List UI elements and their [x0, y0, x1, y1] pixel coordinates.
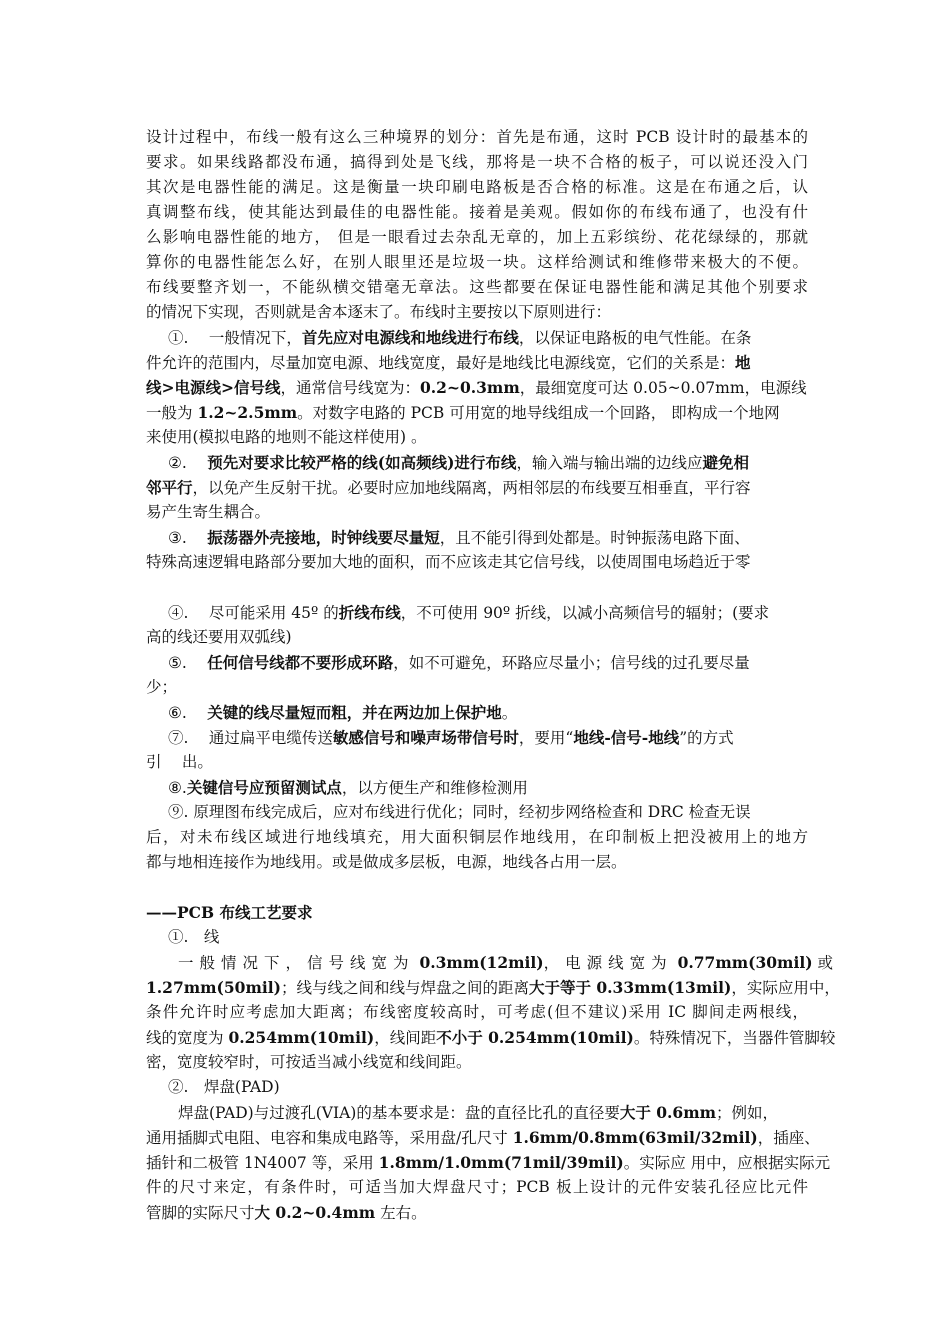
rule-1-emphasis: 地	[735, 353, 751, 372]
rule-1-line-5: 来使用(模拟电路的地则不能这样使用) 。	[146, 428, 427, 446]
subsection-2-text: 插针和二极管 1N4007 等，采用	[146, 1154, 379, 1172]
rule-1-emphasis: 线>电源线>信号线	[146, 378, 281, 397]
rule-2-emphasis: 避免相	[702, 453, 749, 472]
rule-7-emphasis: 地线-信号-地线	[573, 728, 680, 747]
section-title: ——PCB 布线工艺要求	[146, 903, 313, 922]
rule-8-text: ，以方便生产和维修检测用	[341, 779, 528, 797]
intro-line-8: 的情况下实现，否则就是舍本逐末了。布线时主要按以下原则进行：	[146, 303, 612, 321]
rule-7-line-2: 引 出。	[146, 753, 213, 771]
intro-line-7: 布线要整齐划一，不能纵横交错毫无章法。这些都要在保证电器性能和满足其他个别要求	[146, 278, 808, 296]
rule-7-text: ”的方式	[679, 729, 734, 747]
subsection-2-text: 焊盘(PAD)与过渡孔(VIA)的基本要求是：盘的直径比孔的直径要	[178, 1104, 620, 1122]
rule-6-emphasis: 关键的线尽量短而粗，并在两边加上保护地	[207, 703, 502, 722]
rule-1-text: 件允许的范围内，尽量加宽电源、地线宽度，最好是地线比电源线宽，它们的关系是：	[146, 354, 736, 372]
rule-2-line-1	[168, 450, 808, 475]
subsection-2-text: ，插座、	[757, 1129, 820, 1147]
hole-margin-value: 大 0.2~0.4mm	[254, 1203, 376, 1222]
rule-2-emphasis: 邻平行	[146, 478, 193, 497]
rule-1-signal-width: 0.2~0.3mm	[420, 378, 520, 397]
subsection-1-line-4	[146, 1025, 836, 1050]
subsection-2-text: 管脚的实际尺寸	[146, 1204, 255, 1222]
rule-5-line-1	[168, 650, 808, 675]
power-width-alt-value: 1.27mm(50mil)	[146, 978, 281, 997]
rule-2-line-2	[146, 475, 808, 500]
rule-7-number: ⑦.	[168, 729, 189, 747]
rule-5-emphasis: 任何信号线都不要形成环路	[207, 653, 394, 672]
subsection-1-line-1	[178, 950, 834, 975]
intro-line-1: 设计过程中，布线一般有这么三种境界的划分：首先是布通，这时 PCB 设计时的最基本的	[146, 128, 808, 146]
subsection-2-line-3	[146, 1150, 831, 1175]
rule-7-line-1	[168, 725, 808, 750]
subsection-1-text: ，电源线宽为	[543, 954, 673, 972]
rule-5-line-2: 少；	[146, 678, 178, 696]
rule-8-emphasis: 关键信号应预留测试点	[186, 778, 342, 797]
rule-1-line-2	[146, 350, 808, 375]
rule-7-text: ，要用“	[518, 729, 574, 747]
rule-4-line-1	[168, 600, 808, 625]
rule-9-line-1: ⑨. 原理图布线完成后，应对布线进行优化；同时，经初步网络检查和 DRC 检查无误	[168, 803, 751, 821]
rule-4-text: ，不可使用 90º 折线，以减小高频信号的辐射；(要求	[400, 604, 770, 622]
rule-1-text: 。对数字电路的 PCB 可用宽的地导线组成一个回路， 即构成一个地网	[297, 404, 780, 422]
rule-1-text: ，最细宽度可达 0.05~0.07mm，电源线	[519, 379, 807, 397]
rule-2-text: ，输入端与输出端的边线应	[516, 454, 703, 472]
intro-line-3: 其次是电器性能的满足。这是衡量一块印刷电路板是否合格的标准。这是在布通之后，认	[146, 178, 808, 196]
spacing-value: 大于等于 0.33mm(13mil)	[528, 978, 732, 997]
rule-5-text: ，如不可避免，环路应尽量小；信号线的过孔要尽量	[393, 654, 750, 672]
rule-8-number: ⑧.	[168, 779, 187, 797]
subsection-1-line-3: 条件允许时应考虑加大距离；布线密度较高时，可考虑(但不建议)采用 IC 脚间走两根线，	[146, 1003, 808, 1021]
rule-1-number: ①.	[168, 329, 189, 347]
subsection-2-line-5	[146, 1200, 808, 1225]
subsection-1-text: 。特殊情况下，当器件管脚较	[633, 1029, 836, 1047]
subsection-2-text: 通用插脚式电阻、电容和集成电路等，采用盘/孔尺寸	[146, 1129, 513, 1147]
rule-1-text: 一般为	[146, 404, 198, 422]
subsection-1-text: ；线与线之间和线与焊盘之间的距离	[280, 979, 529, 997]
rule-6-text: 。	[501, 704, 518, 722]
pad-margin-value: 大于 0.6mm	[619, 1103, 716, 1122]
intro-line-4: 真调整布线，使其能达到最佳的电器性能。接着是美观。假如你的布线布通了，也没有什	[146, 203, 808, 221]
subsection-1-text: 线的宽度为	[146, 1029, 229, 1047]
rule-1-power-width: 1.2~2.5mm	[197, 403, 298, 422]
line-width-value: 0.254mm(10mil)	[228, 1028, 375, 1047]
rule-9-line-3: 都与地相连接作为地线用。或是做成多层板，电源，地线各占用一层。	[146, 853, 627, 871]
subsection-1-line-5: 密，宽度较窄时，可按适当减小线宽和线间距。	[146, 1053, 472, 1071]
subsection-1-text: 一般情况下，信号线宽为	[178, 954, 415, 972]
subsection-2-line-4: 件的尺寸来定，有条件时，可适当加大焊盘尺寸；PCB 板上设计的元件安装孔径应比元件	[146, 1178, 808, 1196]
rule-3-emphasis: 振荡器外壳接地，时钟线要尽量短	[207, 528, 440, 547]
rule-9-line-2: 后，对未布线区域进行地线填充，用大面积铜层作地线用，在印制板上把没被用上的地方	[146, 828, 808, 846]
power-width-value: 0.77mm(30mil)	[677, 953, 813, 972]
rule-7-emphasis: 敏感信号和噪声场带信号时	[332, 728, 519, 747]
rule-1-emphasis: 首先应对电源线和地线进行布线	[301, 328, 519, 347]
rule-6-line-1	[168, 700, 808, 725]
pad-size-alt-value: 1.8mm/1.0mm(71mil/39mil)	[378, 1153, 624, 1172]
rule-1-text: ，通常信号线宽为：	[280, 379, 420, 397]
rule-1-line-4	[146, 400, 808, 425]
rule-1-text: 一般情况下，	[208, 329, 302, 347]
subsection-2-heading: ②. 焊盘(PAD)	[168, 1078, 280, 1096]
rule-1-line-3	[146, 375, 808, 400]
pad-size-value: 1.6mm/0.8mm(63mil/32mil)	[512, 1128, 758, 1147]
rule-7-text: 通过扁平电缆传送	[208, 729, 333, 747]
subsection-1-line-2	[146, 975, 840, 1000]
rule-3-line-1	[168, 525, 808, 550]
line-spacing-value: 不小于 0.254mm(10mil)	[436, 1028, 634, 1047]
subsection-2-line-2	[146, 1125, 820, 1150]
rule-2-line-3: 易产生寄生耦合。	[146, 503, 271, 521]
subsection-2-text: ；例如，	[716, 1104, 779, 1122]
rule-4-emphasis: 折线布线	[338, 603, 401, 622]
subsection-2-text: 左右。	[375, 1204, 427, 1222]
rule-2-text: ，以免产生反射干扰。必要时应加地线隔离，两相邻层的布线要互相垂直，平行容	[192, 479, 751, 497]
subsection-2-line-1	[178, 1100, 808, 1125]
rule-4-number: ④.	[168, 604, 189, 622]
rule-1-text-cont: ，以保证电路板的电气性能。在条	[518, 329, 752, 347]
rule-1-line-1	[168, 325, 808, 350]
intro-line-2: 要求。如果线路都没布通，搞得到处是飞线，那将是一块不合格的板子，可以说还没入门	[146, 153, 808, 171]
rule-4-line-2: 高的线还要用双弧线)	[146, 628, 292, 646]
rule-6-number: ⑥.	[168, 704, 187, 722]
subsection-2-text: 。实际应 用中，应根据实际元	[623, 1154, 831, 1172]
rule-4-text: 尽可能采用 45º 的	[208, 604, 339, 622]
subsection-1-heading: ①. 线	[168, 928, 220, 946]
intro-line-6: 算你的电器性能怎么好，在别人眼里还是垃圾一块。这样给测试和维修带来极大的不便。	[146, 253, 808, 271]
subsection-1-text: 或	[817, 954, 834, 972]
rule-3-line-2: 特殊高速逻辑电路部分要加大地的面积，而不应该走其它信号线，以使周围电场趋近于零	[146, 553, 751, 571]
rule-5-number: ⑤.	[168, 654, 187, 672]
signal-width-value: 0.3mm(12mil)	[419, 953, 544, 972]
rule-8-line-1	[168, 775, 808, 800]
rule-2-emphasis: 预先对要求比较严格的线(如高频线)进行布线	[207, 453, 517, 472]
rule-2-number: ②.	[168, 454, 187, 472]
intro-line-5: 么影响电器性能的地方， 但是一眼看过去杂乱无章的，加上五彩缤纷、花花绿绿的，那就	[146, 228, 808, 246]
rule-3-number: ③.	[168, 529, 187, 547]
subsection-1-text: ，实际应用中，	[731, 979, 840, 997]
rule-3-text: ，且不能引得到处都是。时钟振荡电路下面、	[439, 529, 750, 547]
subsection-1-text: ，线间距	[374, 1029, 437, 1047]
